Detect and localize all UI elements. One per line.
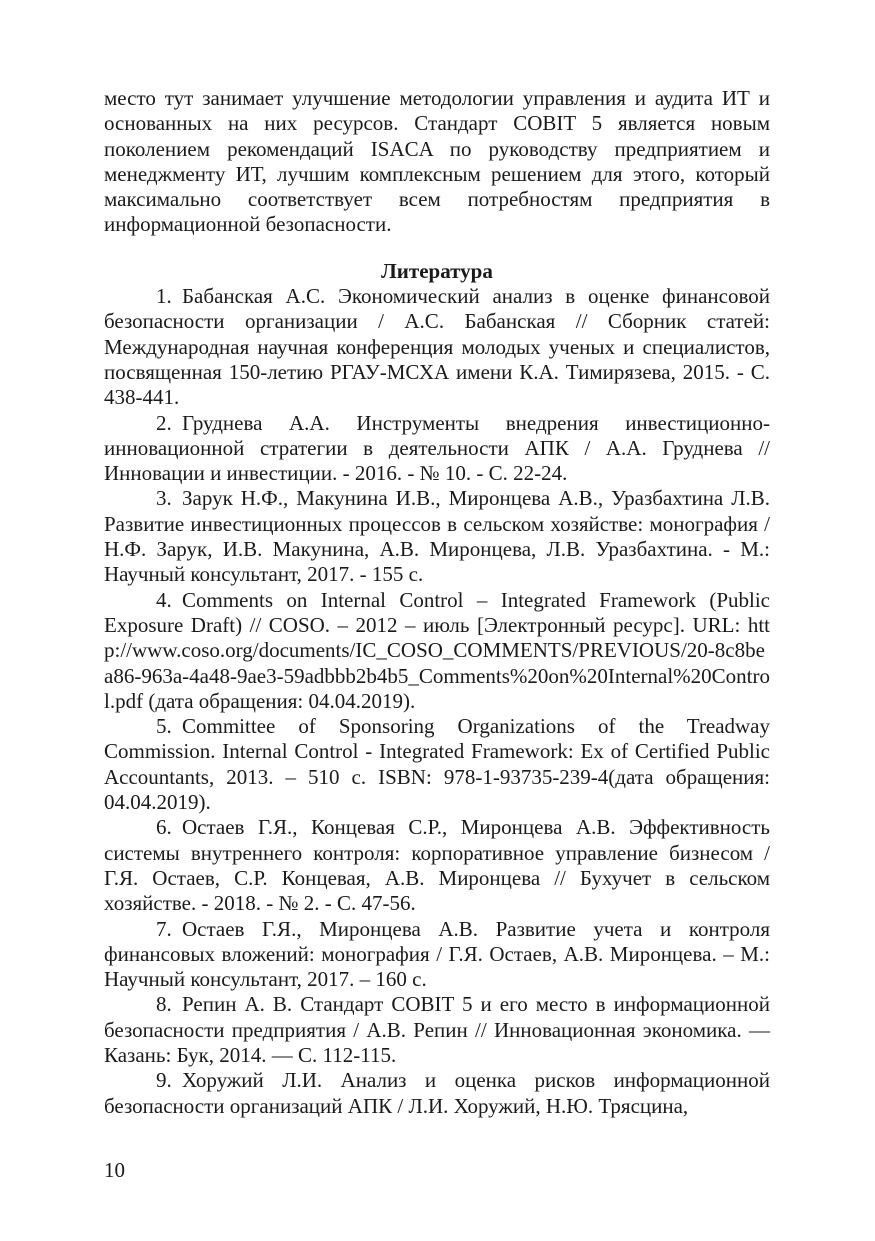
reference-number: 3. bbox=[156, 486, 172, 511]
reference-text: Committee of Sponsoring Organizations of the Treadway Commission. Internal Control - Integrated Framework: Ex of Certified Public Accountants, 2013. – 510 с. ISBN: 978-1-93735-239-4(дата обращения: 04.04.2019). bbox=[104, 714, 770, 815]
reference-number: 5. bbox=[156, 714, 172, 739]
reference-item-8 bbox=[104, 992, 770, 1068]
reference-text: Comments on Internal Control – Integrated Framework (Public Exposure Draft) // COSO. – 2012 – июль [Электронный ресурс]. URL: bbox=[104, 587, 770, 637]
intro-paragraph: место тут занимает улучшение методологии управления и аудита ИТ и основанных на них ресурсов. Стандарт COBIT 5 является новым поколением рекомендаций ISACA по руководству предприятием и менеджменту ИТ, лучшим комплексным решением для этого, который максимально соответствует всем потребностям предприятия в информационной безопасности. bbox=[104, 86, 770, 237]
reference-item-3 bbox=[104, 486, 770, 587]
reference-text: Хоружий Л.И. Анализ и оценка рисков информационной безопасности организаций АПК / Л.И. Хоружий, Н.Ю. Трясцина, bbox=[104, 1068, 770, 1118]
reference-item-2 bbox=[104, 411, 770, 487]
reference-number: 9. bbox=[156, 1068, 172, 1093]
reference-item-1 bbox=[104, 284, 770, 410]
reference-item-4 bbox=[104, 588, 770, 714]
page-number: 10 bbox=[104, 1158, 125, 1182]
reference-item-6 bbox=[104, 815, 770, 916]
reference-text: Репин А. В. Стандарт COBIT 5 и его место в информационной безопасности предприятия / А.В. Репин // Инновационная экономика. — Казань: Бук, 2014. — С. 112-115. bbox=[104, 992, 770, 1067]
references-heading: Литература bbox=[381, 258, 493, 283]
reference-number: 7. bbox=[156, 916, 172, 941]
reference-number: 6. bbox=[156, 815, 172, 840]
reference-text: Остаев Г.Я., Миронцева А.В. Развитие учета и контроля финансовых вложений: монография / Г.Я. Остаев, А.В. Миронцева. – М.: Научный консультант, 2017. – 160 с. bbox=[104, 916, 770, 992]
document-page bbox=[104, 86, 770, 1119]
reference-item-7 bbox=[104, 917, 770, 993]
reference-number: 1. bbox=[156, 284, 172, 309]
reference-list bbox=[104, 284, 770, 1119]
reference-text: Зарук Н.Ф., Макунина И.В., Миронцева А.В., Уразбахтина Л.В. Развитие инвестиционных процессов в сельском хозяйстве: монография / Н.Ф. Зарук, И.В. Макунина, А.В. Миронцева, Л.В. Уразбахтина. - М.: Научный консультант, 2017. - 155 с. bbox=[104, 486, 770, 587]
reference-text: Остаев Г.Я., Концевая С.Р., Миронцева А.В. Эффективность системы внутреннего контроля: корпоративное управление бизнесом / Г.Я. Остаев, С.Р. Концевая, А.В. Миронцева // Бухучет в сельском хозяйстве. - 2018. - № 2. - С. 47-56. bbox=[104, 815, 770, 916]
reference-number: 2. bbox=[156, 410, 172, 435]
reference-number: 4. bbox=[156, 587, 172, 612]
reference-access-date: (дата обращения: 04.04.2019). bbox=[143, 688, 416, 713]
reference-url: http://www.coso.org/documents/IC_COSO_COMMENTS/PREVIOUS/20-8c8bea86-963a-4a48-9ae3-59adbbb2b4b5_Comments%20on%20Internal%20Control.pdf bbox=[104, 612, 771, 713]
reference-item-9 bbox=[104, 1068, 770, 1119]
reference-text: Груднева А.А. Инструменты внедрения инвестиционно-инновационной стратегии в деятельности АПК / А.А. Груднева // Инновации и инвестиции. - 2016. - № 10. - С. 22-24. bbox=[104, 410, 770, 486]
reference-text: Бабанская А.С. Экономический анализ в оценке финансовой безопасности организации / А.С. Бабанская // Сборник статей: Международная научная конференция молодых ученых и специалистов, посвященная 150-летию РГАУ-МСХА имени К.А. Тимирязева, 2015. - С. 438-441. bbox=[104, 284, 770, 410]
reference-number: 8. bbox=[156, 992, 172, 1017]
reference-item-5 bbox=[104, 714, 770, 815]
